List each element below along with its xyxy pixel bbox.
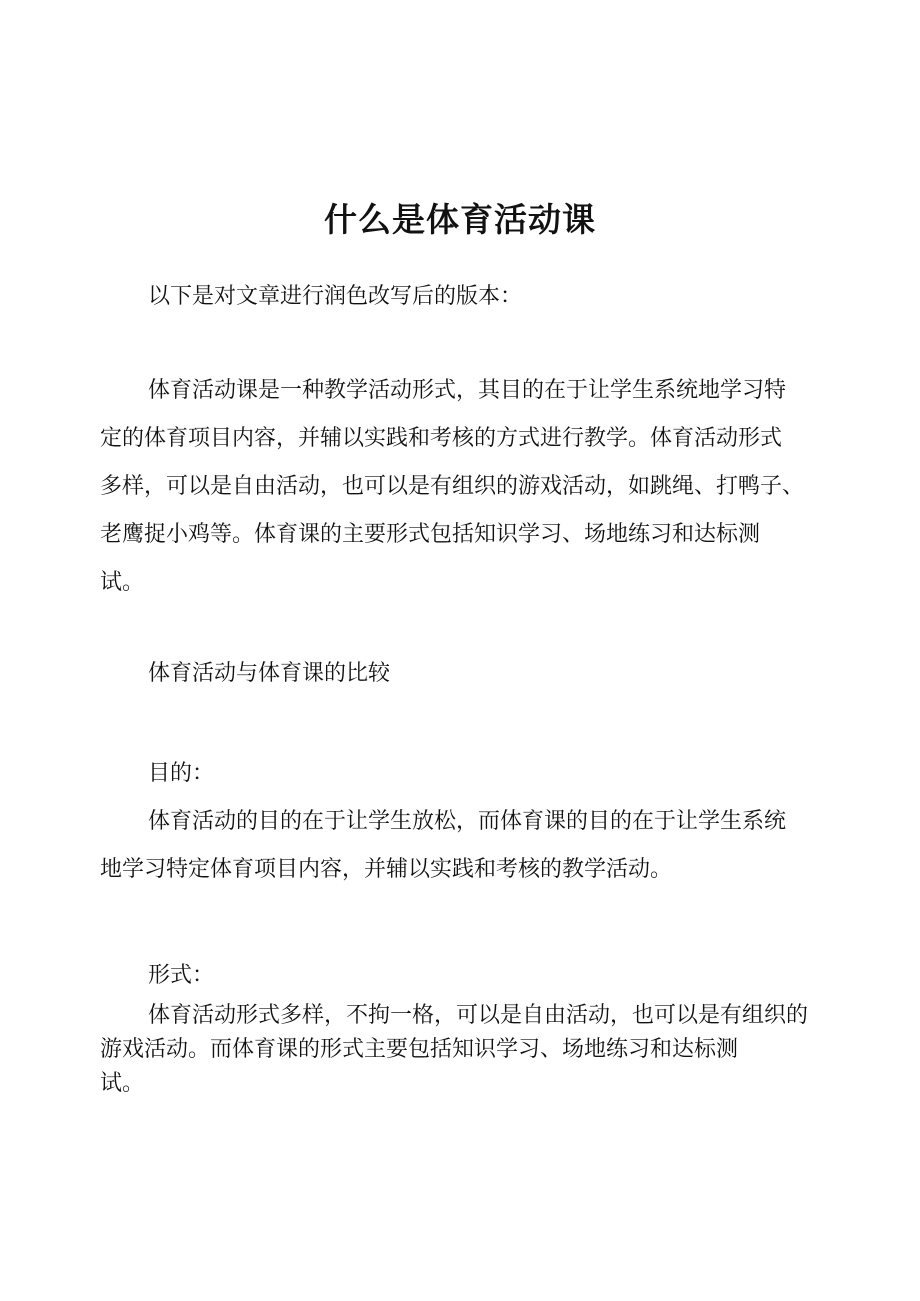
form-heading: 形式： xyxy=(148,963,215,988)
paragraph-purpose xyxy=(100,798,812,894)
intro-text: 以下是对文章进行润色改写后的版本： xyxy=(148,284,523,309)
paragraph-line: 试。 xyxy=(100,570,145,595)
paragraph-line: 老鹰捉小鸡等。体育课的主要形式包括知识学习、场地练习和达标测 xyxy=(100,522,761,547)
paragraph-line: 体育活动的目的在于让学生放松，而体育课的目的在于让学生系统 xyxy=(148,809,787,834)
paragraph-line: 体育活动形式多样，不拘一格，可以是自由活动，也可以是有组织的 xyxy=(148,1003,809,1028)
paragraph-line: 试。 xyxy=(100,1071,145,1096)
paragraph-form xyxy=(100,999,812,1101)
paragraph-line: 游戏活动。而体育课的形式主要包括知识学习、场地练习和达标测 xyxy=(100,1037,739,1062)
paragraph-line: 体育活动课是一种教学活动形式，其目的在于让学生系统地学习特 xyxy=(148,378,787,403)
paragraph-line: 多样，可以是自由活动，也可以是有组织的游戏活动，如跳绳、打鸭子、 xyxy=(100,474,805,499)
comparison-heading: 体育活动与体育课的比较 xyxy=(148,661,391,686)
paragraph-line: 地学习特定体育项目内容，并辅以实践和考核的教学活动。 xyxy=(100,857,673,882)
paragraph-line: 定的体育项目内容，并辅以实践和考核的方式进行教学。体育活动形式 xyxy=(100,426,783,451)
document-title: 什么是体育活动课 xyxy=(324,200,596,240)
purpose-heading: 目的： xyxy=(148,761,215,786)
paragraph-definition xyxy=(100,367,812,607)
